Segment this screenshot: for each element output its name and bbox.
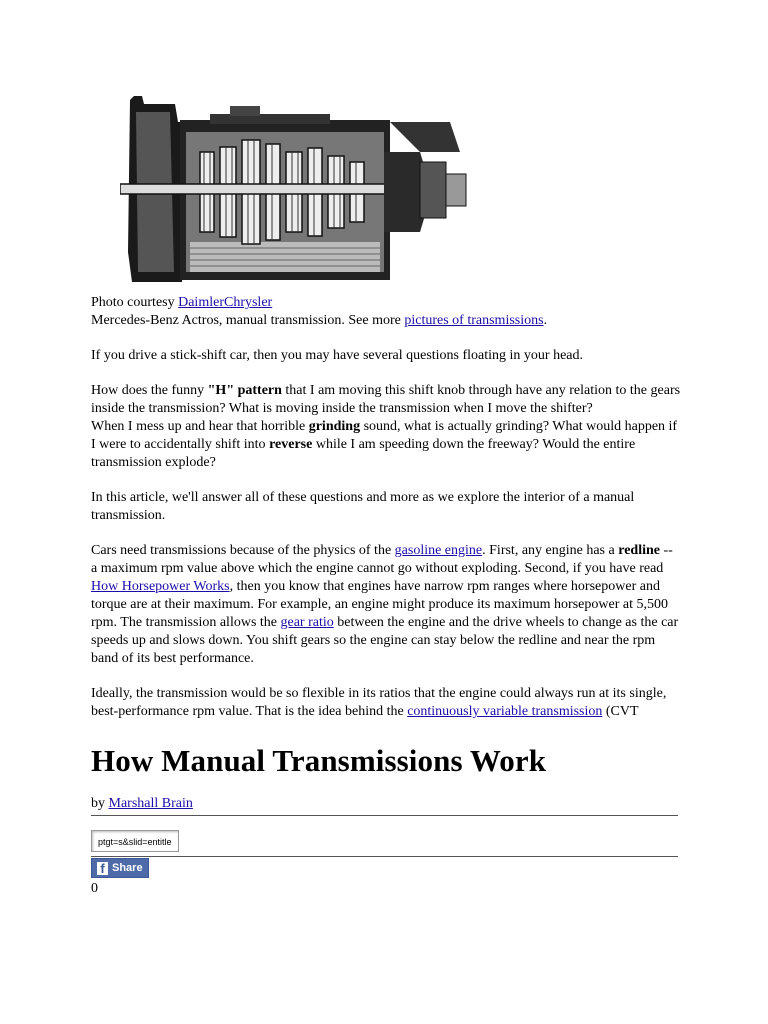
daimlerchrysler-link[interactable]: DaimlerChrysler — [178, 295, 273, 310]
article-content — [91, 294, 681, 898]
byline: by Marshall Brain — [91, 795, 678, 816]
facebook-icon: f — [97, 862, 108, 875]
intro-paragraph: If you drive a stick-shift car, then you may have several questions floating in your head. — [91, 348, 584, 363]
author-link[interactable]: Marshall Brain — [108, 796, 193, 811]
how-horsepower-works-link[interactable]: How Horsepower Works — [91, 579, 230, 594]
gasoline-engine-link[interactable]: gasoline engine — [394, 543, 483, 558]
embed-input[interactable]: ptgt=s&slid=entitle — [91, 830, 179, 852]
physics-paragraph: Cars need transmissions because of the physics of the gasoline engine. First, any engine has a redline -- a maximum rpm value above which the engine cannot go without exploding. Second, if you have read How Horsepower Works, then you know that engines have narrow rpm ranges where horsepower and torque are at their maximum. For example, an engine might produce its maximum horsepower at 5,500 rpm. The transmission allows the gear ratio between the engine and the drive wheels to change as the car speeds up and slows down. You shift gears so the engine can stay below the redline and near the rpm band of its best performance. — [91, 543, 679, 666]
image-caption: Mercedes-Benz Actros, manual transmission. See more pictures of transmissions. — [91, 313, 548, 328]
article-intro: In this article, we'll answer all of these questions and more as we explore the interior of a manual transmission. — [91, 490, 635, 523]
share-count: 0 — [91, 880, 98, 896]
question-grinding: When I mess up and hear that horrible grinding sound, what is actually grinding? What would happen if I were to accidentally shift into reverse while I am speeding down the freeway? Would the entire transmission explode? — [91, 419, 678, 470]
share-label: Share — [112, 862, 143, 874]
cvt-paragraph: Ideally, the transmission would be so flexible in its ratios that the engine could always run at its single, best-performance rpm value. That is the idea behind the continuously variable transmission (CVT — [91, 686, 667, 719]
pictures-of-transmissions-link[interactable]: pictures of transmissions — [404, 313, 544, 328]
photo-credit: Photo courtesy DaimlerChrysler — [91, 295, 273, 310]
facebook-share-button[interactable] — [91, 858, 149, 878]
question-h-pattern: How does the funny "H" pattern that I am moving this shift knob through have any relation to the gears inside the transmission? What is moving inside the transmission when I move the shifter? — [91, 383, 681, 416]
cvt-link[interactable]: continuously variable transmission — [407, 704, 603, 719]
transmission-cutaway-illustration — [120, 92, 470, 292]
transmission-image — [120, 92, 470, 292]
gear-ratio-link[interactable]: gear ratio — [280, 615, 334, 630]
divider — [91, 856, 678, 857]
article-title: How Manual Transmissions Work — [91, 743, 547, 778]
